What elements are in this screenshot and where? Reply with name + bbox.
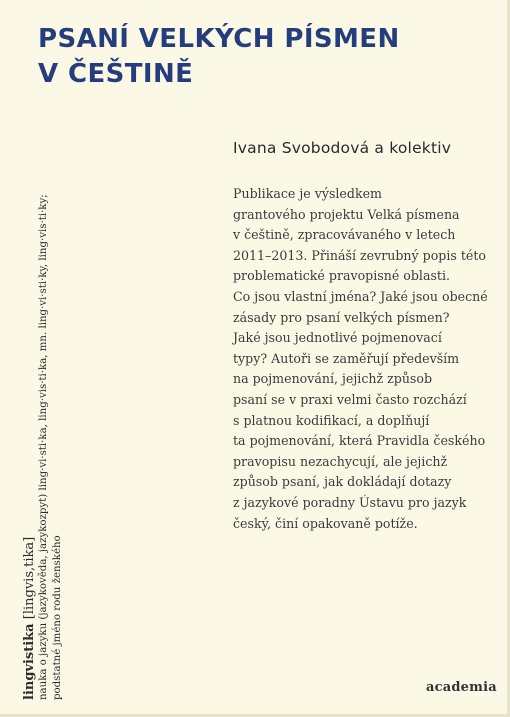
book-title xyxy=(38,22,478,92)
blurb-line: z jazykové poradny Ústavu pro jazyk xyxy=(233,494,467,510)
blurb-line: s platnou kodifikací, a doplňují xyxy=(233,412,430,428)
blurb-line: grantového projektu Velká písmena xyxy=(233,206,460,222)
blurb-line: problematické pravopisné oblasti. xyxy=(233,268,451,284)
book-title-line-1: PSANÍ VELKÝCH PÍSMEN xyxy=(38,24,400,54)
blurb-line: pravopisu nezachycují, ale jejichž xyxy=(233,453,448,469)
blurb-line: 2011–2013. Přináší zevrubný popis této xyxy=(233,247,487,263)
blurb-line: Jaké jsou jednotlivé pojmenovací xyxy=(233,330,442,346)
blurb-line: způsob psaní, jak dokládají dotazy xyxy=(233,474,452,490)
blurb-line: na pojmenování, jejichž způsob xyxy=(233,371,433,387)
blurb-line: v češtině, zpracovávaného v letech xyxy=(233,227,456,243)
dictionary-definition: nauka o jazyku (jazykověda, jazykozpyt) ling·vi·sti·ka, ling·vis·ti·ka, mn. ling·vi·sti·ky, ling·vis·ti·ky; xyxy=(38,194,49,700)
publisher-logo: academia xyxy=(426,680,497,695)
book-title-line-2: V ČEŠTINĚ xyxy=(38,59,194,89)
dictionary-pronunciation: [lingvis,tika] xyxy=(22,536,37,620)
dictionary-headword: lingvistika xyxy=(22,623,37,700)
author-name: Ivana Svobodová a kolektiv xyxy=(233,139,452,157)
blurb-line: Co jsou vlastní jména? Jaké jsou obecné xyxy=(233,288,488,304)
dictionary-headword-line xyxy=(22,180,37,700)
blurb-line: Publikace je výsledkem xyxy=(233,186,382,201)
dictionary-grammar: podstatné jméno rodu ženského xyxy=(52,535,63,700)
book-blurb xyxy=(233,184,493,534)
blurb-line: typy? Autoři se zaměřují především xyxy=(233,350,460,366)
blurb-line: český, činí opakovaně potíže. xyxy=(233,515,418,531)
blurb-line: zásady pro psaní velkých písmen? xyxy=(233,309,450,325)
blurb-line: ta pojmenování, která Pravidla českého xyxy=(233,433,486,449)
blurb-line: psaní se v praxi velmi často rozchází xyxy=(233,391,467,407)
dictionary-entry xyxy=(22,180,65,700)
